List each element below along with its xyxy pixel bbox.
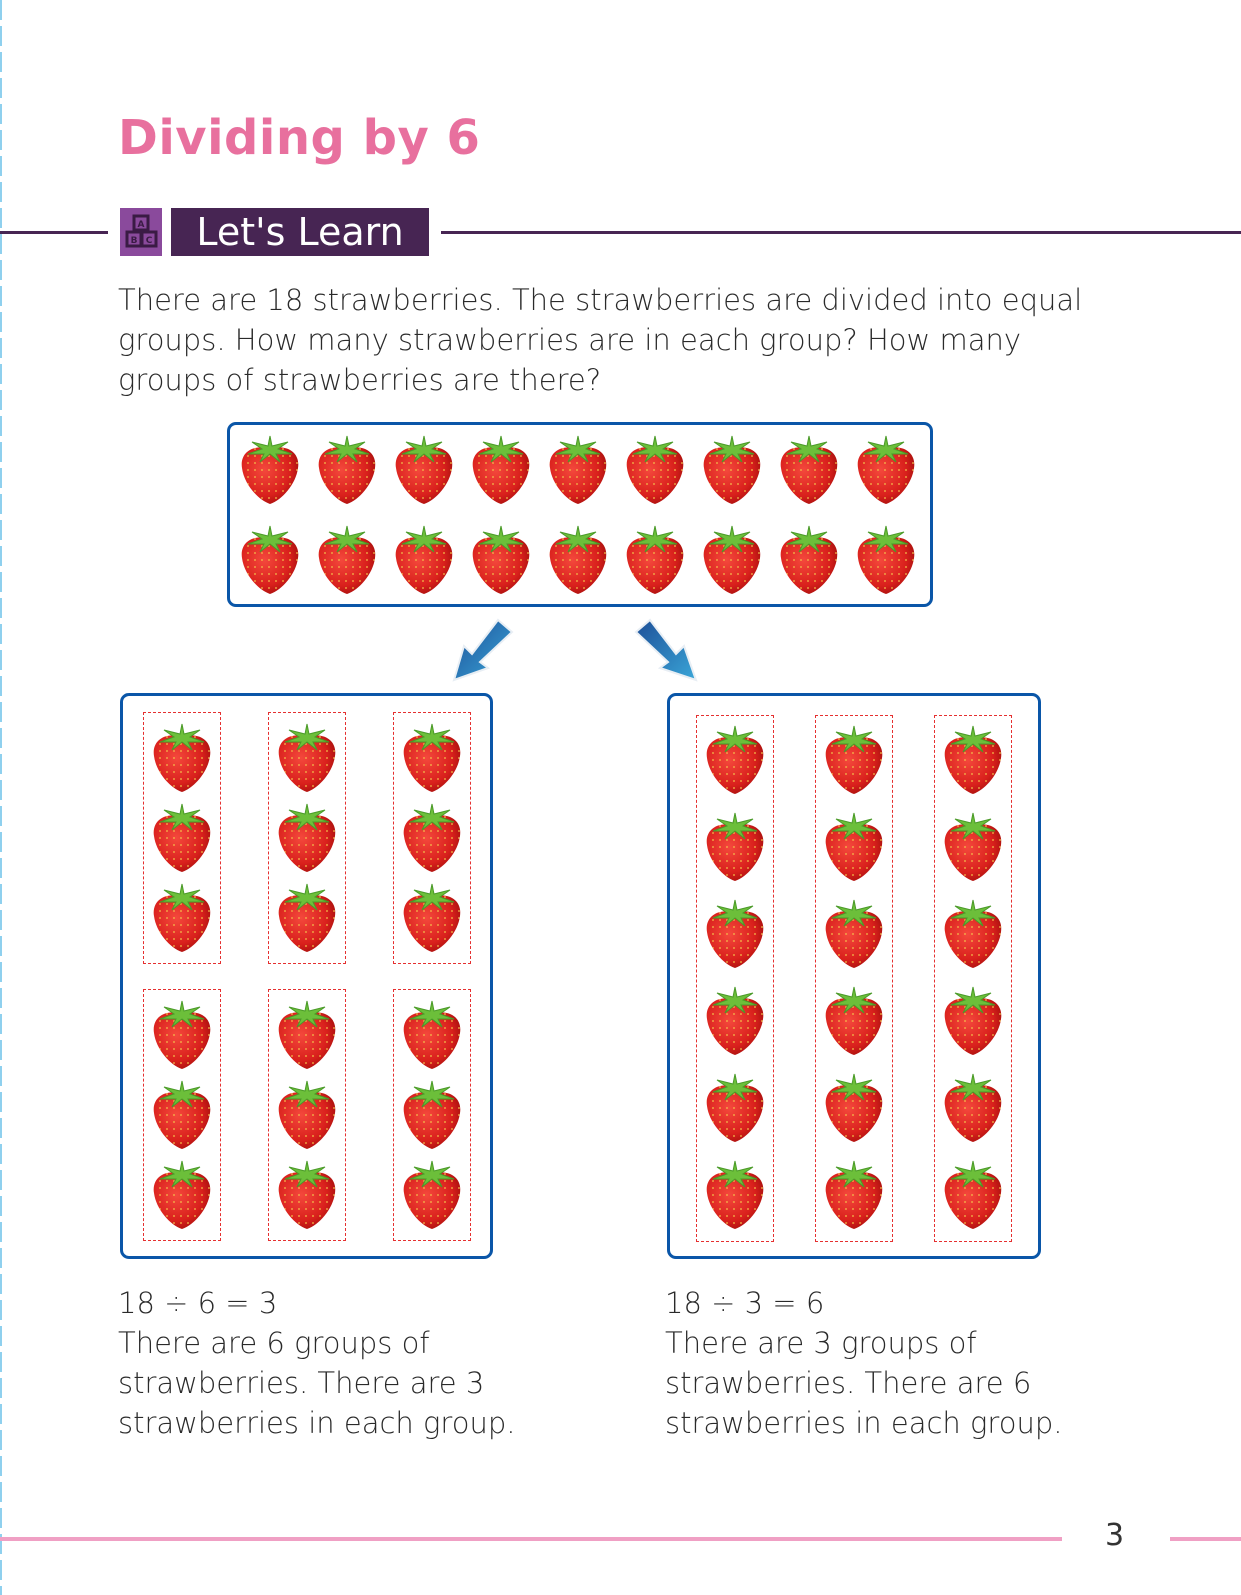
right-equation: 18 ÷ 3 = 6 xyxy=(665,1286,825,1320)
header-rule-right xyxy=(441,231,1241,234)
svg-text:A: A xyxy=(137,220,145,230)
strawberry xyxy=(150,1157,214,1231)
strawberry xyxy=(469,432,533,506)
strawberry xyxy=(400,1077,464,1151)
arrow-down-left-icon xyxy=(450,618,520,683)
page-number: 3 xyxy=(1105,1518,1125,1553)
left-explanation-line: strawberries in each group. xyxy=(118,1406,516,1440)
svg-text:C: C xyxy=(145,236,153,246)
strawberry xyxy=(777,432,841,506)
strawberry xyxy=(700,432,764,506)
page-title: Dividing by 6 xyxy=(118,110,481,166)
strawberry xyxy=(941,1070,1005,1144)
strawberry xyxy=(275,880,339,954)
strawberry xyxy=(623,432,687,506)
strawberry xyxy=(822,1070,886,1144)
section-header-lets-learn: Let's Learn xyxy=(171,208,429,256)
strawberry xyxy=(150,880,214,954)
strawberry xyxy=(400,1157,464,1231)
right-explanation-line: There are 3 groups of xyxy=(665,1326,977,1360)
strawberry xyxy=(822,1157,886,1231)
strawberry xyxy=(400,880,464,954)
strawberry xyxy=(703,1070,767,1144)
strawberry xyxy=(315,522,379,596)
strawberry xyxy=(275,800,339,874)
strawberry xyxy=(238,522,302,596)
right-answer xyxy=(665,1283,1105,1443)
strawberry xyxy=(623,522,687,596)
left-explanation-line: There are 6 groups of xyxy=(118,1326,430,1360)
strawberry xyxy=(392,432,456,506)
strawberry xyxy=(275,997,339,1071)
problem-text: There are 18 strawberries. The strawberries are divided into equal groups. How many strawberries are in each group? How many groups of strawberries are there? xyxy=(118,283,1083,397)
strawberry xyxy=(941,809,1005,883)
strawberry xyxy=(238,432,302,506)
left-explanation-line: strawberries. There are 3 xyxy=(118,1366,485,1400)
abc-blocks-icon xyxy=(120,208,162,256)
strawberry xyxy=(941,722,1005,796)
strawberry xyxy=(700,522,764,596)
header-rule-left xyxy=(0,231,108,234)
strawberry xyxy=(703,983,767,1057)
strawberry xyxy=(400,720,464,794)
strawberry xyxy=(822,722,886,796)
strawberry xyxy=(822,983,886,1057)
strawberry xyxy=(941,1157,1005,1231)
strawberry xyxy=(275,1077,339,1151)
left-answer xyxy=(118,1283,558,1443)
strawberry xyxy=(400,800,464,874)
footer-rule-left xyxy=(0,1537,1062,1541)
strawberry xyxy=(150,997,214,1071)
right-explanation-line: strawberries in each group. xyxy=(665,1406,1063,1440)
strawberry xyxy=(777,522,841,596)
page-edge-decoration xyxy=(0,0,2,1595)
strawberry xyxy=(392,522,456,596)
strawberry xyxy=(822,809,886,883)
svg-text:B: B xyxy=(130,236,138,246)
strawberry xyxy=(703,722,767,796)
strawberry xyxy=(275,1157,339,1231)
strawberry xyxy=(469,522,533,596)
strawberry xyxy=(400,997,464,1071)
strawberry xyxy=(703,896,767,970)
strawberry xyxy=(941,896,1005,970)
strawberry xyxy=(546,432,610,506)
strawberry xyxy=(854,522,918,596)
strawberry xyxy=(150,1077,214,1151)
strawberry xyxy=(703,809,767,883)
strawberry xyxy=(822,896,886,970)
strawberry xyxy=(315,432,379,506)
strawberry xyxy=(150,720,214,794)
arrow-down-right-icon xyxy=(630,618,700,683)
right-explanation-line: strawberries. There are 6 xyxy=(665,1366,1032,1400)
strawberry xyxy=(941,983,1005,1057)
left-equation: 18 ÷ 6 = 3 xyxy=(118,1286,278,1320)
strawberry xyxy=(150,800,214,874)
footer-rule-right xyxy=(1170,1537,1241,1541)
strawberry xyxy=(854,432,918,506)
strawberry xyxy=(546,522,610,596)
strawberry xyxy=(703,1157,767,1231)
strawberry xyxy=(275,720,339,794)
